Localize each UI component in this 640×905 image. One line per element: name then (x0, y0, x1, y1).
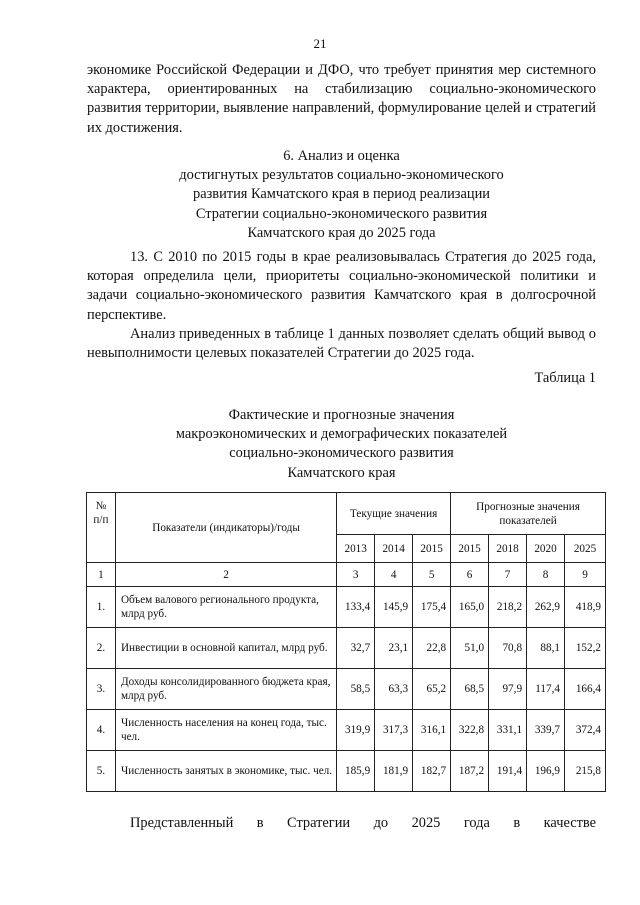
row-value: 70,8 (489, 628, 527, 669)
year-cell: 2018 (489, 535, 527, 563)
trailing-paragraph: Представленный в Стратегии до 2025 года в качестве (130, 815, 596, 831)
table-header-row (87, 493, 606, 535)
year-cell: 2025 (565, 535, 606, 563)
row-value: 68,5 (451, 669, 489, 710)
table-row (87, 669, 606, 710)
year-cell: 2015 (451, 535, 489, 563)
paragraph-13: 13. С 2010 по 2015 годы в крае реализовывалась Стратегия до 2025 года, которая определила цели, приоритеты социально-экономической политики и задачи социально-экономического развития Камчатского края в долгосрочной перспективе. (87, 249, 596, 323)
row-value: 166,4 (565, 669, 606, 710)
table-row (87, 751, 606, 792)
column-number: 7 (489, 563, 527, 587)
row-indicator: Численность занятых в экономике, тыс. чел. (115, 751, 336, 792)
paragraph-analysis: Анализ приведенных в таблице 1 данных позволяет сделать общий вывод о невыполнимости целевых показателей Стратегии до 2025 года. (87, 326, 596, 362)
row-value: 63,3 (375, 669, 413, 710)
column-number: 5 (413, 563, 451, 587)
column-number: 9 (565, 563, 606, 587)
row-num: 5. (87, 751, 116, 792)
row-value: 196,9 (527, 751, 565, 792)
intro-paragraph: экономике Российской Федерации и ДФО, что требует принятия мер системного характера, ориентированных на стабилизацию социально-экономического развития территории, выявление направлений, формулирование целей и стратегий их достижения. (87, 62, 596, 136)
table-title-line: макроэкономических и демографических показателей (175, 426, 508, 443)
header-current: Текущие значения (337, 493, 451, 535)
row-value: 175,4 (413, 587, 451, 628)
row-value: 339,7 (527, 710, 565, 751)
row-value: 331,1 (489, 710, 527, 751)
year-cell: 2015 (413, 535, 451, 563)
row-value: 317,3 (375, 710, 413, 751)
row-value: 145,9 (375, 587, 413, 628)
header-num: № п/п (87, 493, 116, 563)
row-num: 3. (87, 669, 116, 710)
table-title (87, 406, 596, 483)
table-column-numbers-row (87, 563, 606, 587)
row-value: 262,9 (527, 587, 565, 628)
section-heading-line: Стратегии социально-экономического развития (195, 205, 488, 222)
table-row (87, 587, 606, 628)
row-value: 181,9 (375, 751, 413, 792)
column-number: 3 (337, 563, 375, 587)
row-indicator: Численность населения на конец года, тыс. чел. (115, 710, 336, 751)
row-value: 22,8 (413, 628, 451, 669)
row-value: 32,7 (337, 628, 375, 669)
row-value: 316,1 (413, 710, 451, 751)
year-cell: 2014 (375, 535, 413, 563)
row-value: 191,4 (489, 751, 527, 792)
column-number: 8 (527, 563, 565, 587)
row-indicator: Инвестиции в основной капитал, млрд руб. (115, 628, 336, 669)
section-heading-line: 6. Анализ и оценка (283, 148, 400, 164)
row-value: 97,9 (489, 669, 527, 710)
column-number: 4 (375, 563, 413, 587)
indicators-table (86, 492, 606, 792)
row-value: 215,8 (565, 751, 606, 792)
table-title-line: социально-экономического развития (229, 445, 454, 462)
row-indicator: Объем валового регионального продукта, млрд руб. (115, 587, 336, 628)
header-forecast: Прогнозные значения показателей (451, 493, 606, 535)
row-value: 185,9 (337, 751, 375, 792)
table-title-line: Камчатского края (287, 464, 396, 481)
row-value: 152,2 (565, 628, 606, 669)
row-value: 187,2 (451, 751, 489, 792)
row-value: 372,4 (565, 710, 606, 751)
row-value: 182,7 (413, 751, 451, 792)
column-number: 6 (451, 563, 489, 587)
page-number: 21 (313, 36, 327, 51)
row-value: 88,1 (527, 628, 565, 669)
row-value: 322,8 (451, 710, 489, 751)
section-heading (87, 147, 596, 243)
row-value: 319,9 (337, 710, 375, 751)
row-value: 117,4 (527, 669, 565, 710)
row-num: 2. (87, 628, 116, 669)
row-value: 218,2 (489, 587, 527, 628)
year-cell: 2013 (337, 535, 375, 563)
row-value: 58,5 (337, 669, 375, 710)
table-row (87, 628, 606, 669)
header-indicator: Показатели (индикаторы)/годы (115, 493, 336, 563)
column-number: 2 (115, 563, 336, 587)
row-num: 4. (87, 710, 116, 751)
year-cell: 2020 (527, 535, 565, 563)
table-title-line: Фактические и прогнозные значения (228, 407, 455, 423)
section-heading-line: развития Камчатского края в период реализации (193, 186, 490, 203)
row-indicator: Доходы консолидированного бюджета края, млрд руб. (115, 669, 336, 710)
section-heading-line: Камчатского края до 2025 года (247, 224, 436, 241)
row-value: 65,2 (413, 669, 451, 710)
table-row (87, 710, 606, 751)
row-value: 165,0 (451, 587, 489, 628)
row-num: 1. (87, 587, 116, 628)
column-number: 1 (87, 563, 116, 587)
row-value: 23,1 (375, 628, 413, 669)
row-value: 418,9 (565, 587, 606, 628)
table-label: Таблица 1 (534, 370, 596, 386)
row-value: 51,0 (451, 628, 489, 669)
row-value: 133,4 (337, 587, 375, 628)
section-heading-line: достигнутых результатов социально-экономического (179, 167, 504, 184)
